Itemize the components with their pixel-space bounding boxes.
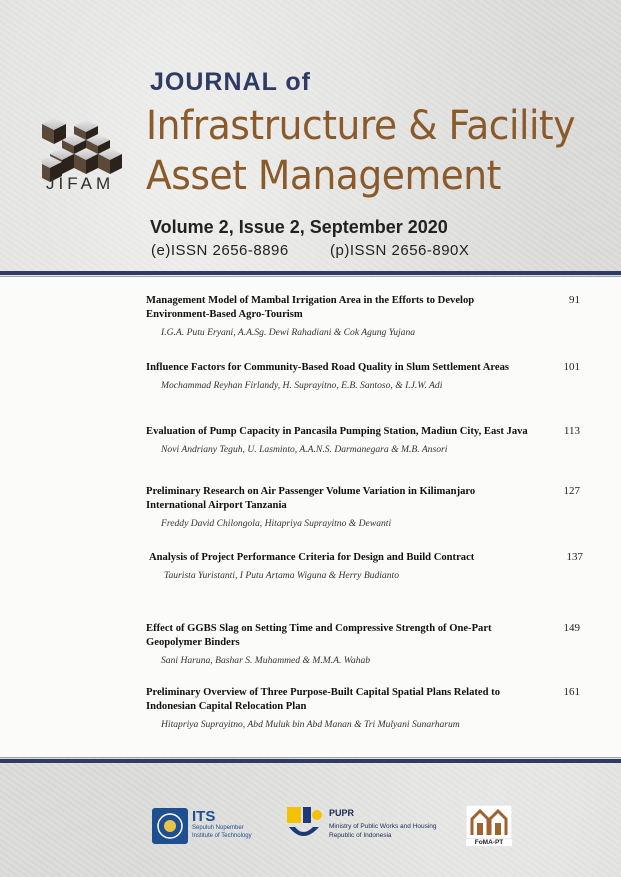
- its-subtitle: Sepuluh Nopember: [192, 825, 244, 831]
- article-authors: Sani Haruna, Bashar S. Muhammed & M.M.A. Wahab: [161, 655, 371, 666]
- pupr-logo: [285, 805, 435, 847]
- pupr-name: PUPR: [329, 808, 355, 818]
- pupr-emblem-icon: [285, 805, 325, 845]
- foma-logo: [466, 805, 512, 847]
- article-title: Influence Factors for Community-Based Road Quality in Slum Settlement Areas: [146, 362, 510, 373]
- article-authors: Mochammad Reyhan Firlandy, H. Suprayitno, E.B. Santoso, & I.J.W. Adi: [161, 380, 443, 391]
- cover-header: [0, 0, 621, 272]
- article-title: Analysis of Project Performance Criteria for Design and Build Contract: [149, 552, 475, 563]
- eissn: (e)ISSN 2656-8896: [151, 242, 289, 259]
- journal-of-label: JOURNAL of: [150, 68, 311, 96]
- article-title: Management Model of Mambal Irrigation Area in the Efforts to Develop Environment-Based Agro-Tourism: [146, 295, 475, 320]
- toc-entry[interactable]: [146, 425, 606, 455]
- its-name: ITS: [192, 808, 216, 825]
- toc-entry[interactable]: [146, 686, 606, 730]
- article-page: 127: [563, 485, 580, 497]
- toc-entry[interactable]: [146, 485, 606, 529]
- toc-entry[interactable]: [149, 551, 609, 581]
- pupr-subtitle-2: Republic of Indonesia: [329, 832, 392, 839]
- article-authors: Novi Andriany Teguh, U. Lasminto, A.A.N.S. Darmanegara & M.B. Ansori: [161, 444, 448, 455]
- table-of-contents: [0, 277, 621, 757]
- pupr-subtitle: Ministry of Public Works and Housing: [329, 823, 437, 830]
- its-emblem-icon: [152, 808, 188, 844]
- article-authors: Hitapriya Suprayitno, Abd Muluk bin Abd Manan & Tri Mulyani Sunarharum: [161, 719, 460, 730]
- article-page: 101: [563, 361, 580, 373]
- article-title: Effect of GGBS Slag on Setting Time and Compressive Strength of One-Part Geopolymer Binders: [146, 623, 492, 648]
- journal-title-line1: Infrastructure & Facility: [146, 103, 575, 149]
- article-page: 91: [569, 294, 580, 306]
- article-title: Preliminary Research on Air Passenger Volume Variation in Kilimanjaro International Airport Tanzania: [146, 486, 476, 511]
- toc-entry[interactable]: [146, 294, 606, 338]
- article-page: 113: [563, 425, 580, 437]
- article-title: Preliminary Overview of Three Purpose-Built Capital Spatial Plans Related to Indonesian Capital Relocation Plan: [146, 687, 500, 712]
- foma-house-icon: [466, 805, 512, 839]
- article-title: Evaluation of Pump Capacity in Pancasila Pumping Station, Madiun City, East Java: [146, 426, 528, 437]
- volume-issue: Volume 2, Issue 2, September 2020: [150, 217, 448, 237]
- journal-title-line2: Asset Management: [146, 153, 501, 199]
- article-authors: I.G.A. Putu Eryani, A.A.Sg. Dewi Rahadiani & Cok Agung Yujana: [161, 327, 416, 338]
- its-subtitle-2: Institute of Technology: [192, 833, 252, 839]
- article-page: 161: [563, 686, 580, 698]
- logo-text: JIFAM: [46, 174, 115, 193]
- its-logo: [152, 808, 274, 844]
- article-page: 137: [566, 551, 583, 563]
- article-page: 149: [563, 622, 580, 634]
- article-authors: Freddy David Chilongola, Hitapriya Suprayitno & Dewanti: [161, 518, 392, 529]
- bottom-divider: [0, 759, 621, 763]
- bottom-divider-thin: [0, 757, 621, 758]
- pissn: (p)ISSN 2656-890X: [330, 242, 470, 259]
- article-authors: Taurista Yuristanti, I Putu Artama Wiguna & Herry Budianto: [164, 570, 399, 581]
- toc-entry[interactable]: [146, 361, 606, 391]
- foma-name: FoMA-PT: [466, 839, 512, 846]
- top-divider: [0, 271, 621, 275]
- toc-entry[interactable]: [146, 622, 606, 666]
